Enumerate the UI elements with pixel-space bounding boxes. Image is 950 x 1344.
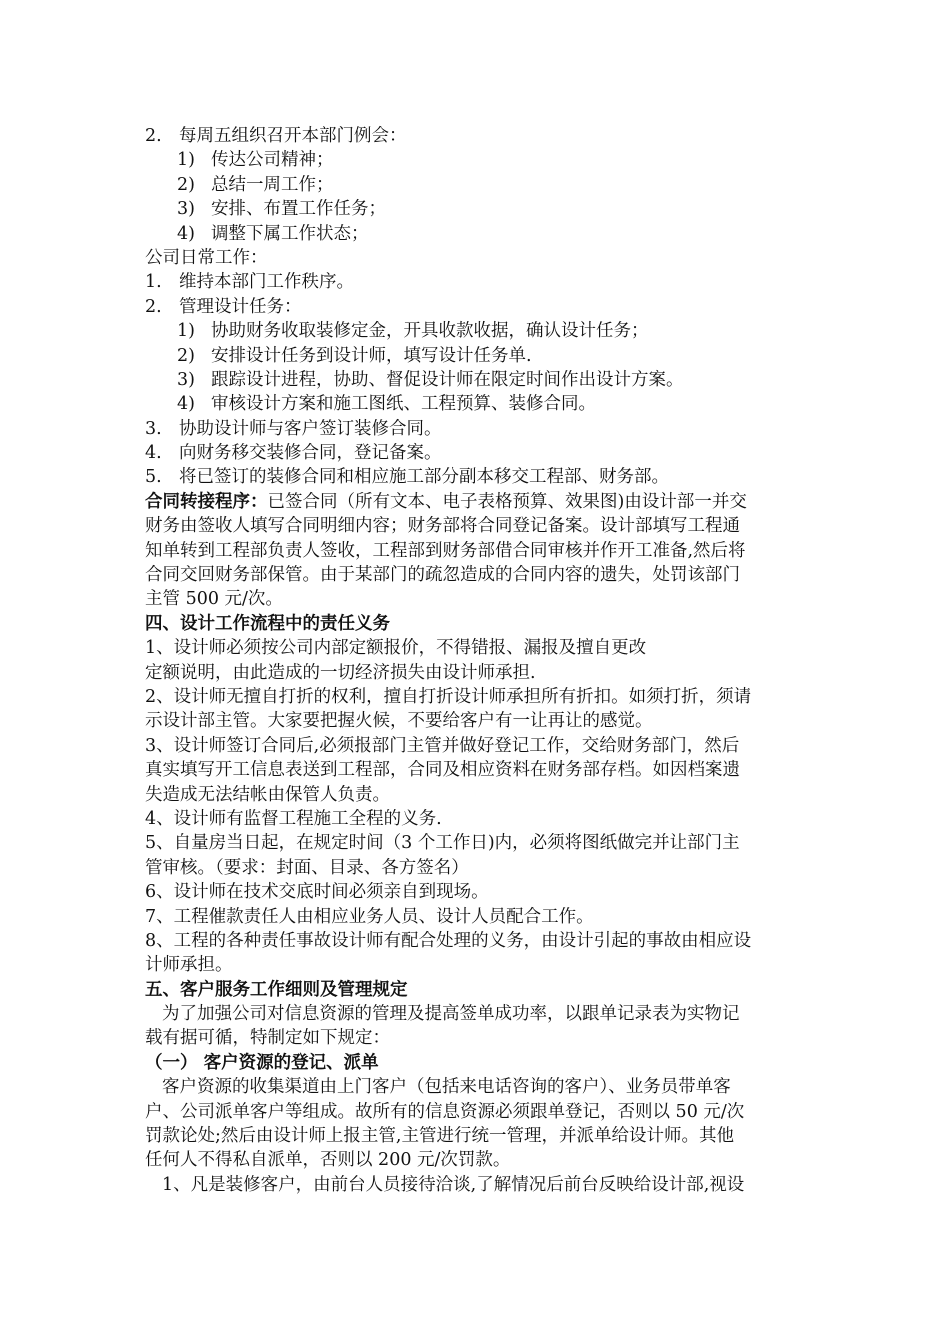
list-item [145,270,810,294]
paragraph-line: 为了加强公司对信息资源的管理及提高签单成功率，以跟单记录表为实物记 [162,1004,740,1025]
paragraph-line: 财务由签收人填写合同明细内容；财务部将合同登记备案。设计部填写工程通 [145,516,740,537]
sub-text: 审核设计方案和施工图纸、工程预算、装修合同。 [211,394,596,415]
list-item [145,417,810,441]
paragraph-line: 户、公司派单客户等组成。故所有的信息资源必须跟单登记，否则以 50 元/次 [145,1101,745,1122]
sub-number: 4) [177,394,195,415]
paragraph-line: 任何人不得私自派单，否则以 200 元/次罚款。 [145,1150,511,1171]
paragraph-line: 真实填写开工信息表送到工程部，合同及相应资料在财务部存档。如因档案遗 [145,760,740,781]
paragraph-line: 客户资源的收集渠道由上门客户（包括来电话咨询的客户）、业务员带单客 [162,1077,731,1098]
list-number: 3. [145,418,162,439]
sub-number: 2) [177,345,195,366]
paragraph-line: 7、工程催款责任人由相应业务人员、设计人员配合工作。 [145,906,594,927]
list-text: 向财务移交装修合同，登记备案。 [179,443,442,464]
paragraph-line: 2、设计师无擅自打折的权利，擅自打折设计师承担所有折扣。如须打折，须请 [145,686,752,707]
list-text: 管理设计任务： [179,296,302,317]
paragraph-line: 8、工程的各种责任事故设计师有配合处理的义务，由设计引起的事故由相应设 [145,930,752,951]
paragraph-line: 4、设计师有监督工程施工全程的义务. [145,808,442,829]
paragraph-line: 1、设计师必须按公司内部定额报价，不得错报、漏报及擅自更改 [145,638,647,659]
list-item [145,124,810,148]
paragraph-line: 失造成无法结帐由保管人负责。 [145,784,390,805]
sub-list-item [145,392,810,416]
list-text: 每周五组织召开本部门例会： [179,126,407,146]
sub-number: 1) [177,321,195,342]
list-number: 5. [145,467,162,488]
document-page [145,124,810,1197]
list-number: 1. [145,272,162,293]
paragraph-line: 罚款论处;然后由设计师上报主管,主管进行统一管理，并派单给设计师。其他 [145,1126,734,1147]
paragraph-line: 主管 500 元/次。 [145,589,283,610]
sub-list-item [145,344,810,368]
sub-number: 1) [177,150,195,171]
sub-list-item [145,148,810,172]
contract-label: 合同转接程序： [145,491,268,512]
sub-list-item [145,319,810,343]
list-item [145,295,810,319]
paragraph-line: 合同交回财务部保管。由于某部门的疏忽造成的合同内容的遗失，处罚该部门 [145,565,740,586]
list-number: 4. [145,443,162,464]
paragraph-line: 计师承担。 [145,955,233,976]
sub-number: 4) [177,223,195,244]
daily-work-heading: 公司日常工作： [145,247,268,268]
sub-list-item [145,368,810,392]
sub-text: 跟踪设计进程，协助、督促设计师在限定时间作出设计方案。 [211,369,684,390]
paragraph-line: 5、自量房当日起，在规定时间（3 个工作日)内，必须将图纸做完并让部门主 [145,833,740,854]
paragraph-line: 管审核。（要求：封面、目录、各方签名） [145,857,469,878]
list-item [145,441,810,465]
section-heading: 五、客户服务工作细则及管理规定 [145,979,408,1000]
paragraph-line: 知单转到工程部负责人签收，工程部到财务部借合同审核并作开工准备,然后将 [145,540,746,561]
sub-number: 3) [177,199,195,220]
sub-list-item [145,173,810,197]
sub-list-item [145,222,810,246]
list-text: 协助设计师与客户签订装修合同。 [179,418,442,439]
list-item [145,465,810,489]
paragraph-line: 6、设计师在技术交底时间必须亲自到现场。 [145,882,489,903]
paragraph-line: 载有据可循，特制定如下规定： [145,1028,390,1049]
sub-text: 传达公司精神； [211,150,334,171]
list-number: 2. [145,126,162,146]
paragraph-line: 3、设计师签订合同后,必须报部门主管并做好登记工作，交给财务部门，然后 [145,735,740,756]
section-heading: 四、设计工作流程中的责任义务 [145,613,390,634]
list-number: 2. [145,296,162,317]
sub-list-item [145,197,810,221]
sub-text: 安排设计任务到设计师，填写设计任务单. [211,345,532,366]
list-text: 将已签订的装修合同和相应施工部分副本移交工程部、财务部。 [179,467,669,488]
sub-number: 2) [177,174,195,195]
sub-text: 总结一周工作； [211,174,334,195]
sub-text: 安排、布置工作任务； [211,199,386,220]
list-text: 维持本部门工作秩序。 [179,272,354,293]
paragraph-line: 1、凡是装修客户，由前台人员接待洽谈,了解情况后前台反映给设计部,视设 [162,1174,745,1195]
sub-number: 3) [177,369,195,390]
paragraph-text: 已签合同（所有文本、电子表格预算、效果图)由设计部一并交 [267,491,747,512]
paragraph-line: 示设计部主管。大家要把握火候，不要给客户有一让再让的感觉。 [145,711,653,732]
sub-text: 协助财务收取装修定金，开具收款收据，确认设计任务； [211,321,649,342]
paragraph-line: 定额说明，由此造成的一切经济损失由设计师承担. [145,662,536,683]
sub-text: 调整下属工作状态； [211,223,369,244]
subsection-heading: （一） 客户资源的登记、派单 [145,1052,379,1073]
contract-paragraph-line [145,490,810,514]
